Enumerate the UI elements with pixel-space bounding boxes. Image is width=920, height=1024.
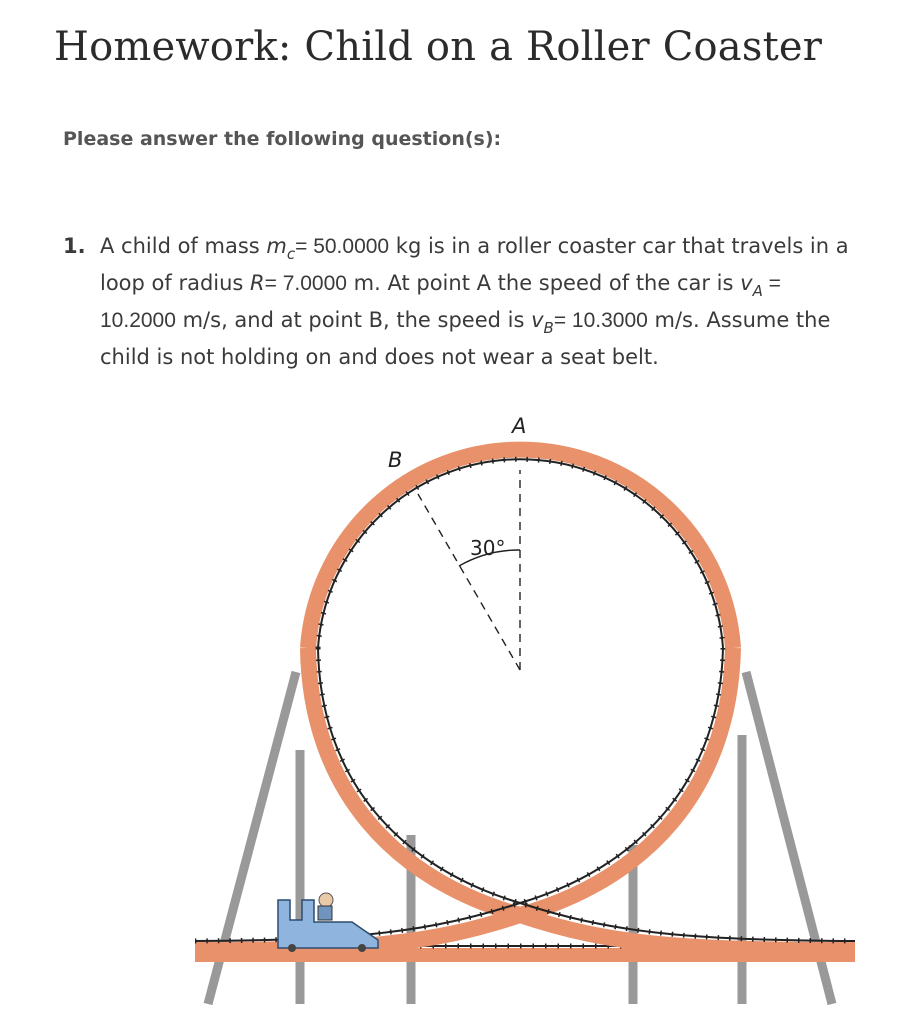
point-b-label: B <box>388 448 403 472</box>
text-segment: child is not holding on and does not wear a seat belt. <box>100 345 659 369</box>
speed-b-variable: v <box>531 308 544 332</box>
speed-a-equals: = <box>762 272 781 295</box>
text-segment: A child of mass <box>100 234 267 258</box>
text-segment: m/s. Assume the <box>647 308 831 332</box>
question-1 <box>63 228 920 388</box>
speed-b-value: = 10.3000 <box>553 309 648 332</box>
speed-a-value: 10.2000 <box>100 309 176 332</box>
question-number: 1. <box>63 234 86 258</box>
question-line-1 <box>100 234 849 263</box>
speed-b-subscript: B <box>543 319 554 337</box>
radius-variable: R <box>250 271 265 295</box>
speed-a-variable: v <box>740 271 753 295</box>
roller-coaster-figure <box>0 400 920 1024</box>
text-segment: kg is in a roller coaster car that travels in a <box>389 234 849 258</box>
page-title: Homework: Child on a Roller Coaster <box>54 24 823 70</box>
mass-variable: m <box>266 234 287 258</box>
question-line-3 <box>100 308 831 337</box>
text-segment: m. At point A the speed of the car is <box>346 271 741 295</box>
text-segment: m/s, and at point B, the speed is <box>175 308 532 332</box>
angle-label: 30° <box>470 536 506 560</box>
loop-track <box>308 450 733 648</box>
instructions-heading: Please answer the following question(s): <box>63 128 502 150</box>
question-line-4 <box>100 345 659 369</box>
coaster-car <box>278 893 378 952</box>
question-line-2 <box>100 271 781 300</box>
mass-value: = 50.0000 <box>295 235 390 258</box>
text-segment: loop of radius <box>100 271 251 295</box>
point-a-label: A <box>512 414 527 438</box>
mass-subscript: c <box>286 245 296 263</box>
radius-value: = 7.0000 <box>264 272 347 295</box>
speed-a-subscript: A <box>752 282 763 300</box>
geometry-annotation <box>418 470 520 670</box>
